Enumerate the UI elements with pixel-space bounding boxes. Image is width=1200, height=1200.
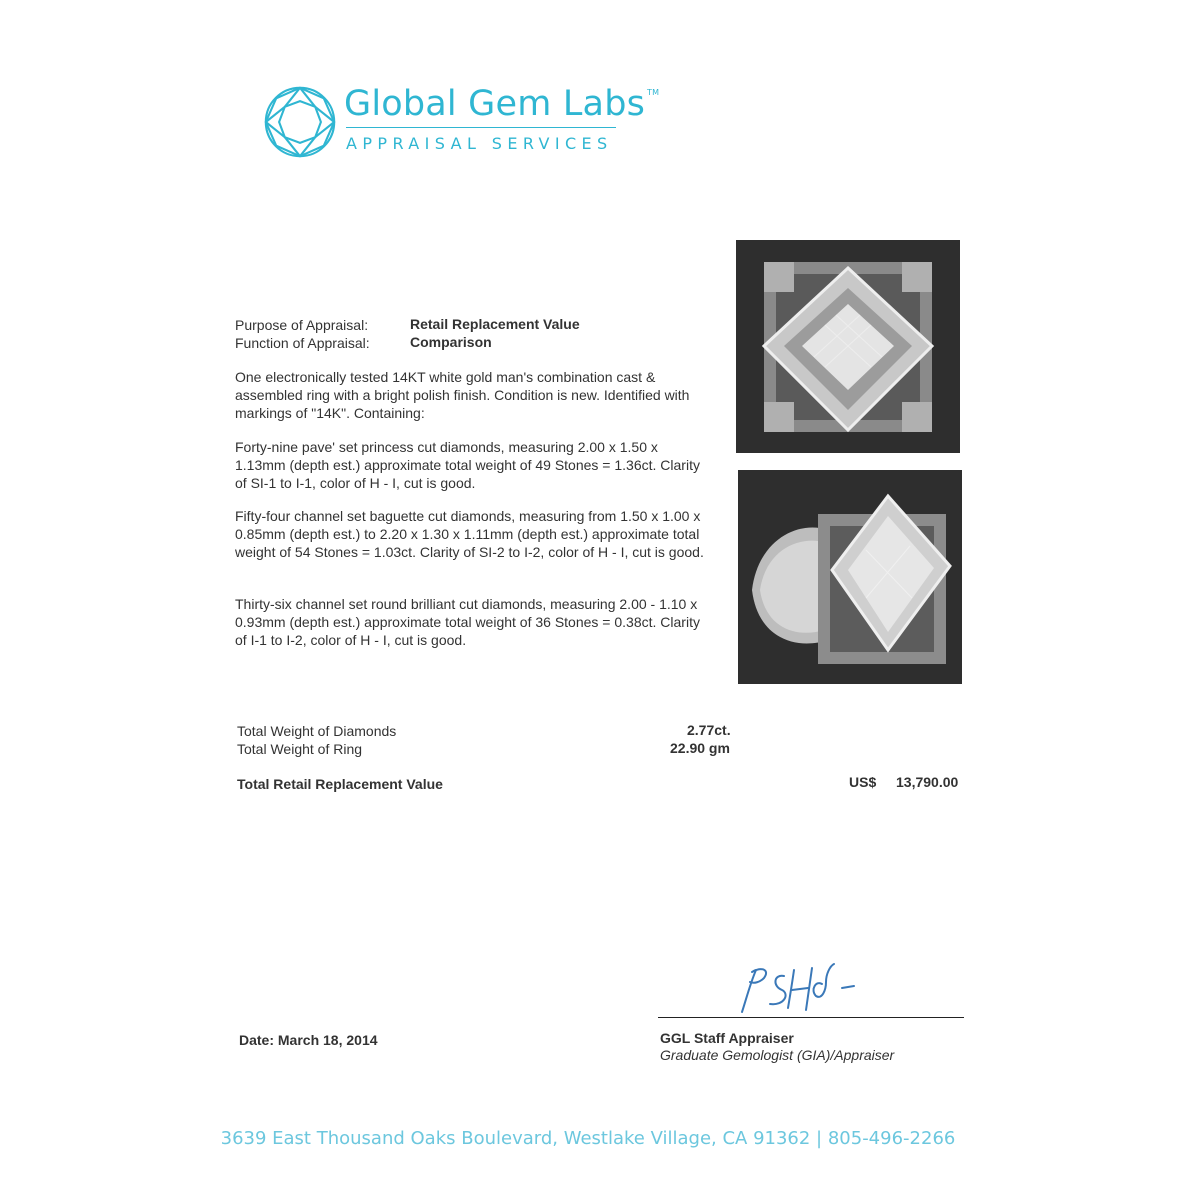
ring-weight-label: Total Weight of Ring: [237, 741, 363, 757]
ring-weight-value: 22.90 gm: [670, 740, 730, 756]
diamond-icon: [262, 84, 338, 160]
currency-label: US$: [849, 774, 877, 790]
round-stones-description: Thirty-six channel set round brilliant cut diamonds, measuring 2.00 - 1.10 x 0.93mm (depth est.) approximate total weight of 36 Stones = 0.38ct. Clarity of I-1 to I-2, color of H - I, cut is good.: [235, 596, 700, 648]
baguette-stones-description: Fifty-four channel set baguette cut diamonds, measuring from 1.50 x 1.00 x 0.85mm (depth est.) to 2.20 x 1.30 x 1.11mm (depth est.) approximate total weight of 54 Stones = 1.03ct. Clarity of SI-2 to I-2, color of H - I, cut is good.: [235, 508, 704, 560]
purpose-label: Purpose of Appraisal:: [235, 317, 369, 333]
function-label: Function of Appraisal:: [235, 335, 370, 351]
ring-description: One electronically tested 14KT white gold man's combination cast & assembled ring with a bright polish finish. Condition is new. Identified with markings of "14K". Containing:: [235, 369, 690, 421]
brand-name: Global Gem Labs ™: [344, 84, 660, 124]
footer-address: 3639 East Thousand Oaks Boulevard, Westlake Village, CA 91362 | 805-496-2266: [220, 1128, 956, 1149]
retail-value-label: Total Retail Replacement Value: [237, 776, 443, 792]
appraisal-date: Date: March 18, 2014: [239, 1032, 378, 1048]
logo-divider: [346, 127, 616, 128]
ring-angle-photo: [738, 470, 962, 684]
appraiser-signature: [730, 960, 870, 1016]
diamonds-weight-label: Total Weight of Diamonds: [237, 723, 397, 739]
ring-top-photo: [736, 240, 960, 453]
retail-value-amount: 13,790.00: [896, 774, 959, 790]
function-value: Comparison: [410, 334, 492, 350]
purpose-value: Retail Replacement Value: [410, 316, 580, 332]
diamonds-weight-value: 2.77ct.: [687, 722, 731, 738]
brand-subtitle: APPRAISAL SERVICES: [346, 134, 613, 153]
trademark: TM: [647, 88, 660, 97]
signature-line: [658, 1017, 964, 1018]
appraiser-title: Graduate Gemologist (GIA)/Appraiser: [660, 1047, 895, 1063]
princess-stones-description: Forty-nine pave' set princess cut diamonds, measuring 2.00 x 1.50 x 1.13mm (depth est.) approximate total weight of 49 Stones = 1.36ct. Clarity of SI-1 to I-1, color of H - I, cut is good.: [235, 439, 700, 491]
appraiser-name: GGL Staff Appraiser: [660, 1030, 794, 1046]
